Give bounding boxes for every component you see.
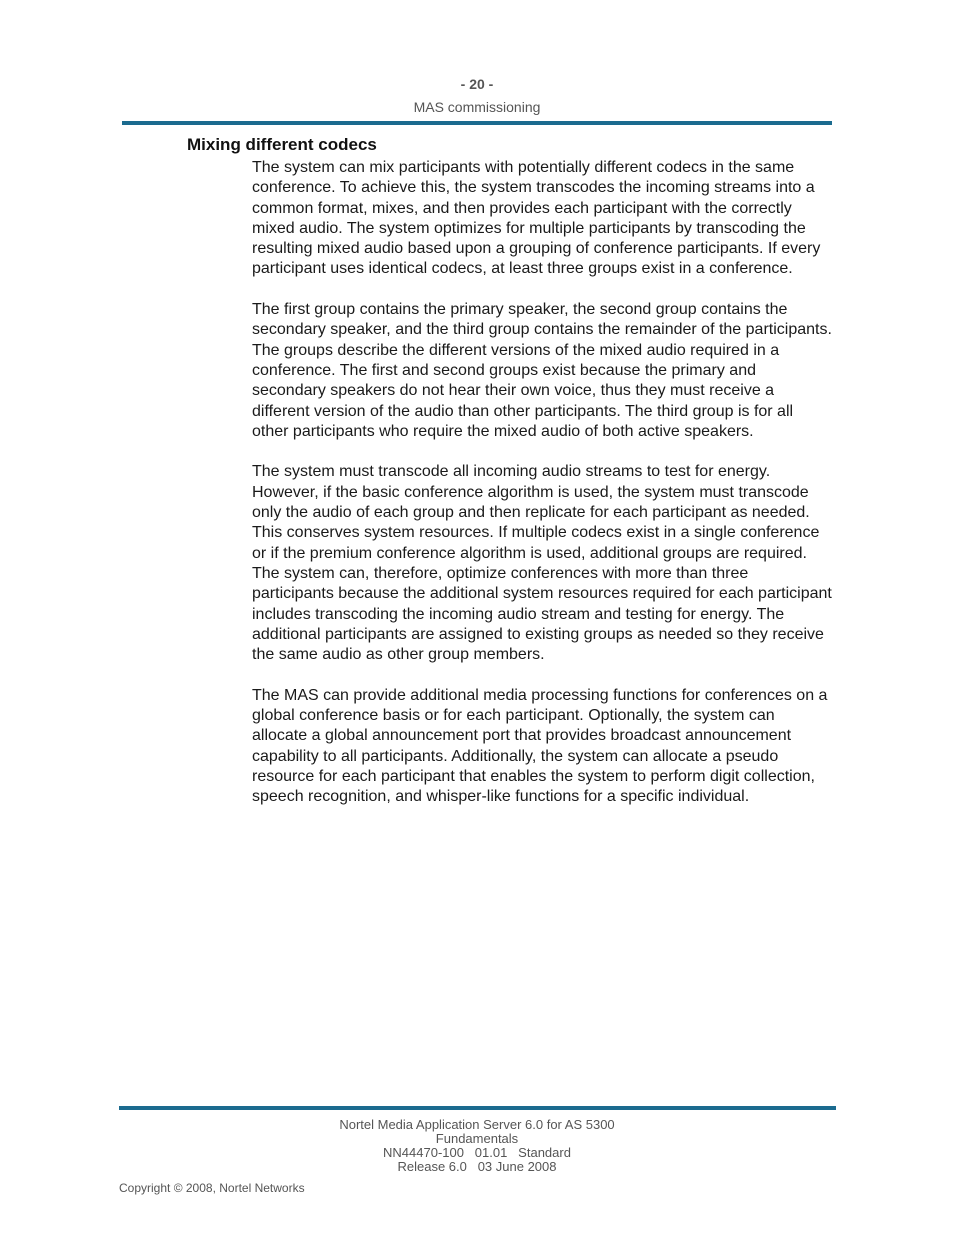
footer-doc-type: Fundamentals [435,1131,519,1146]
paragraph: The MAS can provide additional media processing functions for conferences on a global conference basis or for each participant. Optionally, the system can allocate a global announcement port that provides broadcast announcement capability to all participants. Additionally, the system can allocate a pseudo resource for each participant that enables the system to perform digit collection, speech recognition, and whisper-like functions for a specific individual. [252,686,828,806]
paragraph: The system can mix participants with potentially different codecs in the same conference. To achieve this, the system transcodes the incoming streams into a common format, mixes, and then provides each participant with the correctly mixed audio. The system optimizes for multiple participants by transcoding the resulting mixed audio based upon a grouping of conference participants. If every participant uses identical codecs, at least three groups exist in a conference. [252,159,821,278]
header-rule [122,121,832,125]
footer-rule [119,1106,836,1110]
footer-block [0,1118,954,1174]
copyright: Copyright © 2008, Nortel Networks [119,1181,305,1195]
footer-release: Release 6.0 03 June 2008 [397,1159,557,1174]
running-title: MAS commissioning [413,99,541,115]
page-number: - 20 - [460,76,494,92]
footer-doc-number: NN44470-100 01.01 Standard [383,1145,571,1160]
section-heading: Mixing different codecs [187,135,377,154]
body-text [252,158,832,828]
footer-product-title: Nortel Media Application Server 6.0 for AS 5300 [339,1117,615,1132]
paragraph: The system must transcode all incoming audio streams to test for energy. However, if the basic conference algorithm is used, the system must transcode only the audio of each group and then replicate for each participant as needed. This conserves system resources. If multiple codecs exist in a single conference or if the premium conference algorithm is used, additional groups are required. The system can, therefore, optimize conferences with more than three participants because the additional system resources required for each participant includes transcoding the incoming audio stream and testing for energy. The additional participants are assigned to existing groups as needed so they receive the same audio as other group members. [252,463,832,664]
paragraph: The first group contains the primary speaker, the second group contains the secondary speaker, and the third group contains the remainder of the participants. The groups describe the different versions of the mixed audio required in a conference. The first and second groups exist because the primary and secondary speakers do not hear their own voice, thus they must receive a different version of the audio than other participants. The third group is for all other participants who require the mixed audio of both active speakers. [252,301,832,440]
